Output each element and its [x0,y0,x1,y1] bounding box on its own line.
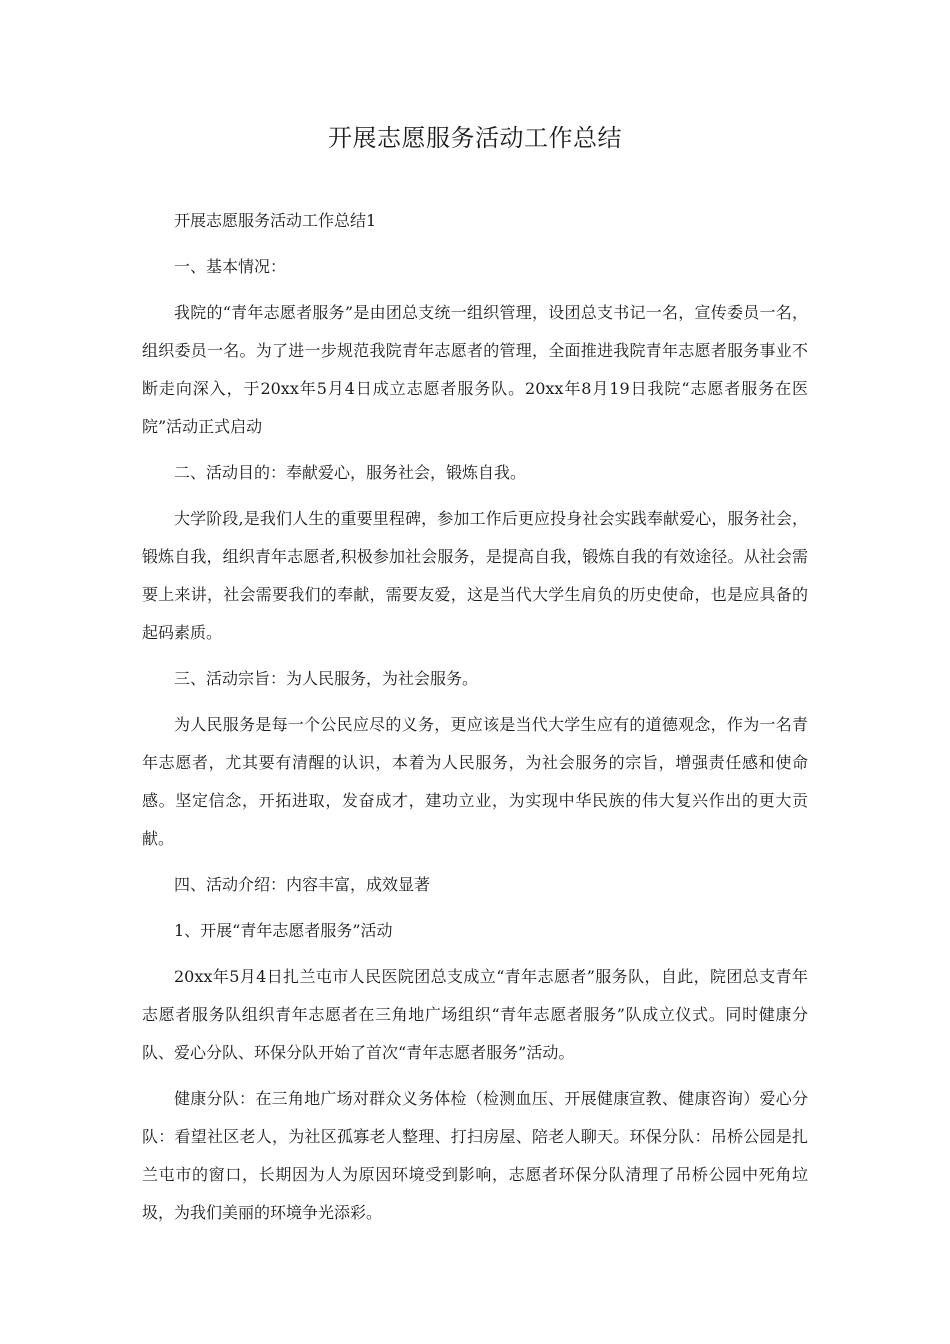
paragraph-aim: 为人民服务是每一个公民应尽的义务，更应该是当代大学生应有的道德观念，作为一名青年志愿者，尤其要有清醒的认识，本着为人民服务，为社会服务的宗旨，增强责任感和使命感。坚定信念，开拓进取，发奋成才，建功立业，为实现中华民族的伟大复兴作出的更大贡献。 [142,715,808,848]
document-body [142,202,808,1240]
paragraph-aim-heading: 三、活动宗旨：为人民服务，为社会服务。 [174,669,479,688]
paragraph-section-heading: 开展志愿服务活动工作总结1 [174,211,377,230]
paragraph-basic-info: 我院的“青年志愿者服务”是由团总支统一组织管理，设团总支书记一名，宣传委员一名，组织委员一名。为了进一步规范我院青年志愿者的管理，全面推进我院青年志愿者服务事业不断走向深入，于20xx年5月4日成立志愿者服务队。20xx年8月19日我院“志愿者服务在医院”活动正式启动 [142,303,808,436]
paragraph-purpose: 大学阶段,是我们人生的重要里程碑，参加工作后更应投身社会实践奉献爱心，服务社会，锻炼自我，组织青年志愿者,积极参加社会服务，是提高自我，锻炼自我的有效途径。从社会需要上来讲，社会需要我们的奉献，需要友爱，这是当代大学生肩负的历史使命，也是应具备的起码素质。 [142,509,808,642]
paragraph-activity-heading: 1、开展“青年志愿者服务”活动 [174,921,393,940]
paragraph-basic-info-heading: 一、基本情况： [174,257,287,276]
paragraph-purpose-heading: 二、活动目的：奉献爱心，服务社会，锻炼自我。 [174,463,527,482]
paragraph-intro-heading: 四、活动介绍：内容丰富，成效显著 [174,875,431,894]
paragraph-teams: 健康分队：在三角地广场对群众义务体检（检测血压、开展健康宣教、健康咨询）爱心分队：看望社区老人，为社区孤寡老人整理、打扫房屋、陪老人聊天。环保分队：吊桥公园是扎兰屯市的窗口，长期因为人为原因环境受到影响，志愿者环保分队清理了吊桥公园中死角垃圾，为我们美丽的环境争光添彩。 [142,1089,808,1222]
paragraph-activity: 20xx年5月4日扎兰屯市人民医院团总支成立“青年志愿者”服务队，自此，院团总支青年志愿者服务队组织青年志愿者在三角地广场组织“青年志愿者服务”队成立仪式。同时健康分队、爱心分队、环保分队开始了首次“青年志愿者服务”活动。 [142,967,808,1062]
document-title: 开展志愿服务活动工作总结 [328,124,622,152]
